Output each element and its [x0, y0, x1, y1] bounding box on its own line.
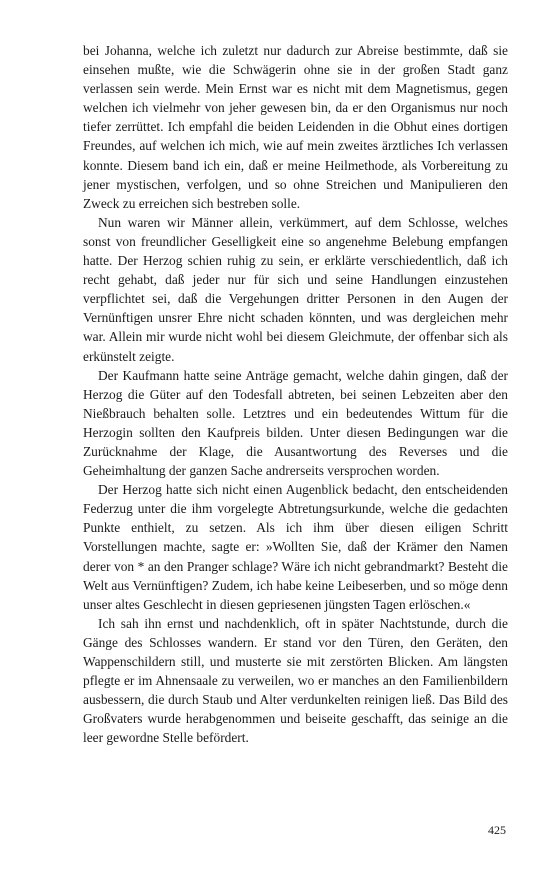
paragraph-4: Der Herzog hatte sich nicht einen Augenblick bedacht, den entscheidenden Federzug unter die ihm vorgelegte Abtretungsurkunde, welche die gedachten Punkte enthielt, zu setzen. Als ich ihm über diesen eiligen Schritt Vorstellungen machte, sagte er: »Wollten Sie, daß der Krämer den Namen derer von * an den Pranger schlage? Wäre ich nicht gebrandmarkt? Besteht die Welt aus Vernünftigen? Zudem, ich habe keine Leibeserben, und so möge denn unser altes Geschlecht in diesen gepriesenen jüngsten Tagen erlöschen.«	[83, 482, 508, 612]
paragraph-1: bei Johanna, welche ich zuletzt nur dadurch zur Abreise bestimmte, daß sie einsehen mußte, wie die Schwägerin ohne sie in der großen Stadt ganz verlassen sein werde. Mein Ernst war es nicht mit dem Magnetismus, gegen welchen ich vielmehr von jeher gewesen bin, da er den Organismus nur noch tiefer zerrüttet. Ich empfahl die beiden Leidenden in die Obhut eines dortigen Freundes, auf welchen ich mich, wie auf mein zweites ärztliches Ich verlassen konnte. Diesem band ich ein, daß er meine Heilmethode, als Vorbereitung zu jener mystischen, verfolgen, und so ohne Streichen und Manipulieren den Zweck zu erreichen sich bestreben solle.	[83, 43, 508, 211]
paragraph-3: Der Kaufmann hatte seine Anträge gemacht, welche dahin gingen, daß der Herzog die Güter auf den Todesfall abtreten, bei seinen Lebzeiten aber den Nießbrauch behalten solle. Letztres und ein bedeutendes Wittum für die Herzogin sollten den Kaufpreis bilden. Unter diesen Bedingungen war die Zurücknahme der Klage, die Ausantwortung des Reverses und die Geheimhaltung der ganzen Sache andrerseits versprochen worden.	[83, 367, 508, 479]
paragraph-5: Ich sah ihn ernst und nachdenklich, oft in später Nachtstunde, durch die Gänge des Schlosses wandern. Er stand vor den Türen, den Geräten, den Wappenschildern still, und musterte sie mit zerstörten Blicken. Am längsten pflegte er im Ahnensaale zu verweilen, wo er manches an den Familienbildern ausbessern, die durch Staub und Alter verdunkelten reinigen ließ. Das Bild des Großvaters wurde herabgenommen und beiseite geschafft, das seinige an die leer gewordne Stelle befördert.	[83, 615, 508, 746]
page-body	[83, 41, 508, 747]
text-block	[83, 41, 508, 747]
paragraph-2: Nun waren wir Männer allein, verkümmert, auf dem Schlosse, welches sonst von freundlicher Geselligkeit eine so angenehme Belebung empfangen hatte. Der Herzog schien ruhig zu sein, er erklärte verschiedentlich, daß ich recht gehabt, daß jeder nur für sich und seine Handlungen einzustehen verpflichtet sei, daß die Vergehungen dritter Personen in den Augen der Vernünftigen unsrer Ehre nicht schaden könnten, und was dergleichen mehr war. Allein mir wurde nicht wohl bei diesem Gleichmute, der offenbar sich als erkünstelt zeigte.	[83, 214, 508, 364]
page-number: 425	[488, 823, 506, 837]
